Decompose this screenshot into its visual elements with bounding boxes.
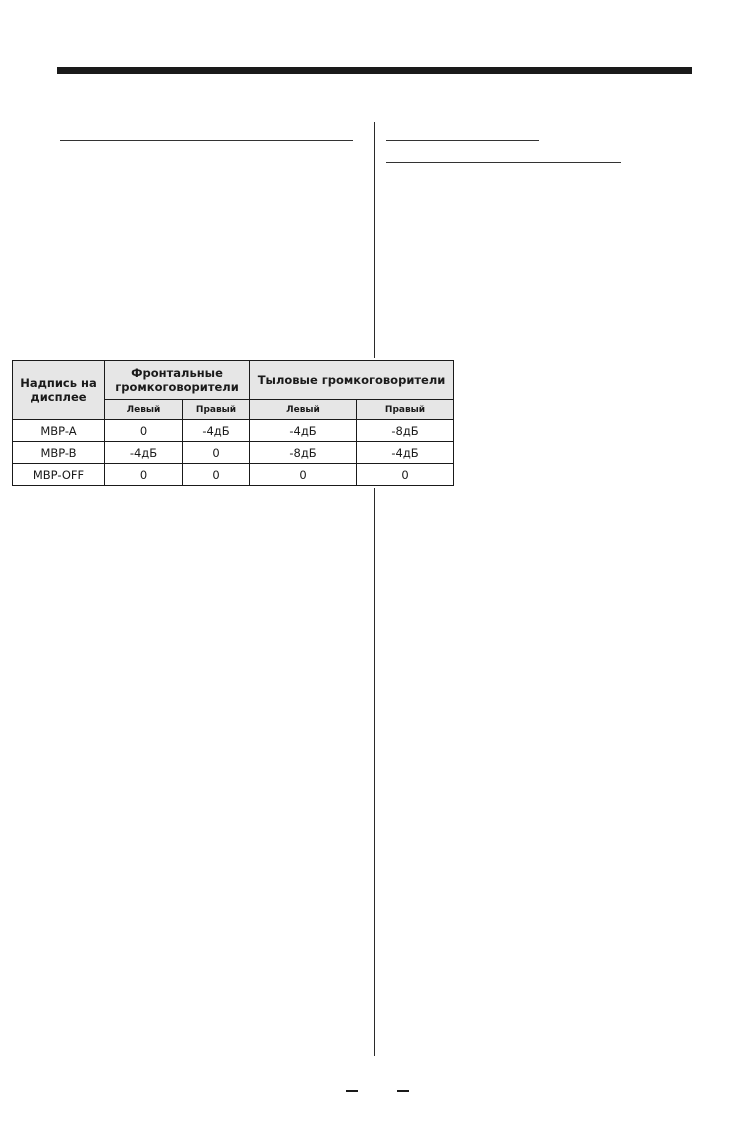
cell-rear-left: 0 <box>250 464 357 486</box>
column-divider-lower <box>374 488 375 1056</box>
cell-rear-left: -4дБ <box>250 420 357 442</box>
right-section-heading-underline-1 <box>386 140 539 141</box>
table-row <box>13 442 454 464</box>
table-row <box>13 420 454 442</box>
cell-front-right: -4дБ <box>183 420 250 442</box>
cell-front-right: 0 <box>183 442 250 464</box>
cell-front-left: -4дБ <box>105 442 183 464</box>
cell-display: MBP-B <box>13 442 105 464</box>
header-display-label: Надпись на дисплее <box>13 361 105 420</box>
header-front-speakers: Фронтальные громкоговорители <box>105 361 250 400</box>
cell-display: MBP-A <box>13 420 105 442</box>
header-rear-speakers: Тыловые громкоговорители <box>250 361 454 400</box>
footer-dash-right <box>397 1090 409 1092</box>
mbp-speaker-level-table <box>12 360 454 486</box>
top-rule <box>57 67 692 74</box>
subheader-front-right: Правый <box>183 400 250 420</box>
right-section-heading-underline-2 <box>386 162 621 163</box>
cell-front-left: 0 <box>105 420 183 442</box>
cell-front-left: 0 <box>105 464 183 486</box>
cell-front-right: 0 <box>183 464 250 486</box>
subheader-front-left: Левый <box>105 400 183 420</box>
table-row <box>13 464 454 486</box>
left-section-heading-underline <box>60 140 353 141</box>
column-divider-upper <box>374 122 375 358</box>
table-header-row <box>13 361 454 400</box>
cell-display: MBP-OFF <box>13 464 105 486</box>
cell-rear-right: 0 <box>357 464 454 486</box>
subheader-rear-left: Левый <box>250 400 357 420</box>
subheader-rear-right: Правый <box>357 400 454 420</box>
footer-dash-left <box>346 1090 358 1092</box>
cell-rear-right: -8дБ <box>357 420 454 442</box>
cell-rear-left: -8дБ <box>250 442 357 464</box>
cell-rear-right: -4дБ <box>357 442 454 464</box>
